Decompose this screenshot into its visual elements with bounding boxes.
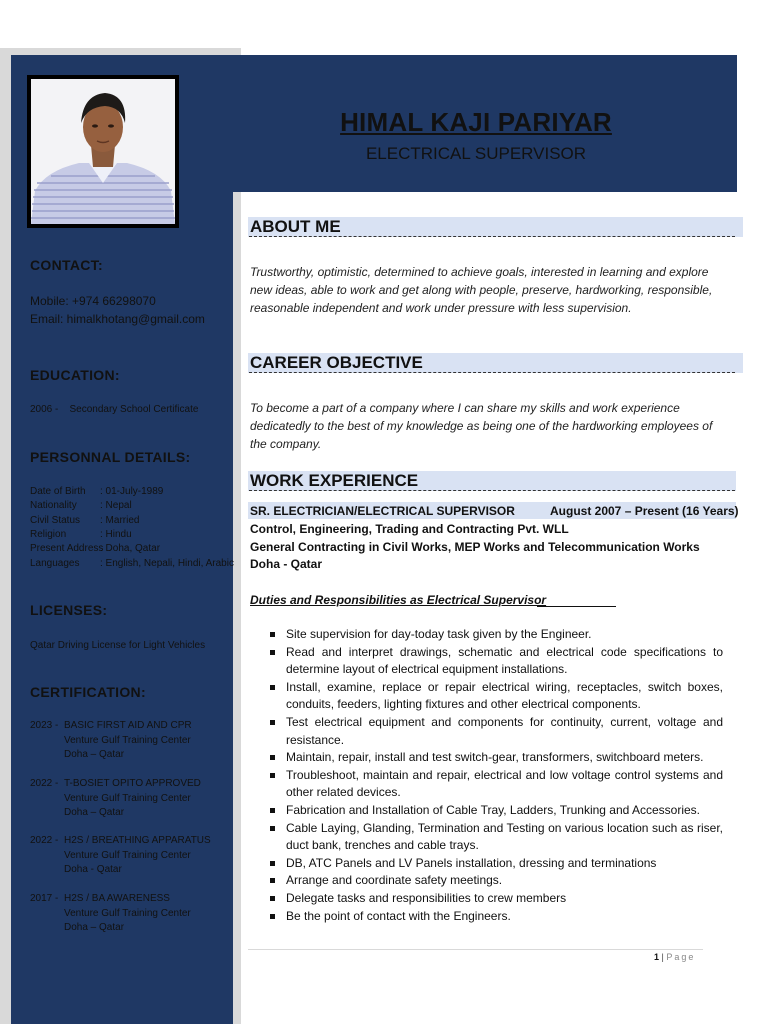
profile-photo xyxy=(31,79,175,224)
certification-heading: CERTIFICATION: xyxy=(30,684,146,700)
certification-item: 2022 - H2S / BREATHING APPARATUS Venture Gulf Training Center Doha - Qatar xyxy=(30,835,211,875)
about-divider xyxy=(249,236,735,237)
list-item: Site supervision for day-today task given by the Engineer. xyxy=(286,626,723,644)
certification-item: 2017 - H2S / BA AWARENESS Venture Gulf Training Center Doha – Qatar xyxy=(30,893,191,933)
certification-item: 2023 - BASIC FIRST AID AND CPR Venture Gulf Training Center Doha – Qatar xyxy=(30,720,192,760)
job-dates: August 2007 – Present (16 Years) xyxy=(550,504,739,518)
licenses-heading: LICENSES: xyxy=(30,602,108,618)
contact-mobile: Mobile: +974 66298070 xyxy=(30,294,156,308)
about-heading: ABOUT ME xyxy=(250,217,341,236)
certification-item: 2022 - T-BOSIET OPITO APPROVED Venture Gulf Training Center Doha – Qatar xyxy=(30,778,201,818)
about-text: Trustworthy, optimistic, determined to achieve goals, interested in learning and explore new ideas, able to work and get along with people, preserve, hardworking, responsible, reasonable independent and work under pressure with less supervision. xyxy=(250,265,713,315)
work-heading: WORK EXPERIENCE xyxy=(250,471,419,490)
profile-photo-frame xyxy=(27,75,179,228)
education-entry: 2006 - Secondary School Certificate xyxy=(30,404,199,415)
person-portrait-icon xyxy=(31,79,175,224)
list-item: Troubleshoot, maintain and repair, electrical and low voltage control systems and other related devices. xyxy=(286,767,723,802)
job-company: Control, Engineering, Trading and Contracting Pvt. WLL xyxy=(250,522,569,536)
license-entry: Qatar Driving License for Light Vehicles xyxy=(30,640,206,651)
education-heading: EDUCATION: xyxy=(30,367,120,383)
duties-heading: Duties and Responsibilities as Electrical Supervisor xyxy=(250,593,547,607)
list-item: Test electrical equipment and components for continuity, current, voltage and resistance. xyxy=(286,714,723,749)
work-divider xyxy=(249,490,735,491)
contact-email: Email: himalkhotang@gmail.com xyxy=(30,312,205,326)
page-number: 1 | Page xyxy=(654,952,696,962)
list-item: Fabrication and Installation of Cable Tray, Ladders, Trunking and Accessories. xyxy=(286,802,723,820)
duties-underline xyxy=(537,606,616,607)
list-item: Maintain, repair, install and test switch-gear, transformers, switchboard meters. xyxy=(286,749,723,767)
personal-details-heading: PERSONNAL DETAILS: xyxy=(30,449,191,465)
candidate-title: ELECTRICAL SUPERVISOR xyxy=(365,144,587,163)
list-item: Read and interpret drawings, schematic and electrical code specifications to determine layout of electrical equipment installations. xyxy=(286,644,723,679)
objective-heading: CAREER OBJECTIVE xyxy=(250,353,423,372)
objective-text: To become a part of a company where I can share my skills and work experience dedicatedly to the best of my knowledge as being one of the hardworking employees of the company. xyxy=(250,401,713,451)
list-item: DB, ATC Panels and LV Panels installation, dressing and terminations xyxy=(286,855,723,873)
objective-divider xyxy=(249,372,735,373)
duties-list xyxy=(286,626,723,925)
job-location: Doha - Qatar xyxy=(250,557,323,571)
list-item: Cable Laying, Glanding, Termination and Testing on various location such as riser, duct bank, trenches and cable trays. xyxy=(286,820,723,855)
list-item: Be the point of contact with the Engineers. xyxy=(286,908,723,926)
footer-divider xyxy=(248,949,703,950)
contact-heading: CONTACT: xyxy=(30,257,103,273)
job-scope: General Contracting in Civil Works, MEP Works and Telecommunication Works xyxy=(250,540,700,554)
candidate-name: HIMAL KAJI PARIYAR xyxy=(340,107,612,137)
list-item: Arrange and coordinate safety meetings. xyxy=(286,872,723,890)
list-item: Delegate tasks and responsibilities to crew members xyxy=(286,890,723,908)
job-role: SR. ELECTRICIAN/ELECTRICAL SUPERVISOR xyxy=(250,504,515,518)
list-item: Install, examine, replace or repair electrical wiring, receptacles, switch boxes, conduits, feeders, lighting fixtures and other electrical components. xyxy=(286,679,723,714)
